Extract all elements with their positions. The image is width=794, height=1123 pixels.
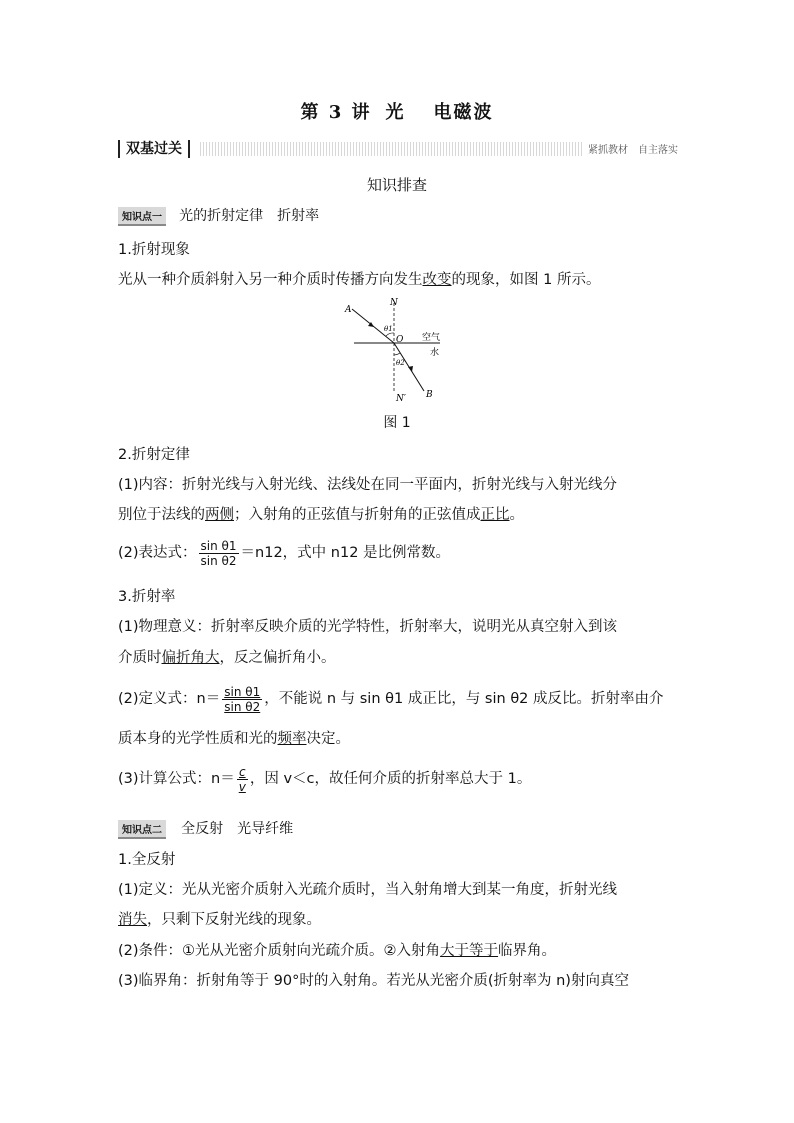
s3-l3-a: (2)定义式：n＝ (118, 691, 221, 707)
section-banner (118, 140, 678, 158)
s2-l2-c: 。 (509, 507, 524, 523)
banner-right-text: 紧抓教材 自主落实 (584, 141, 678, 156)
kp2-title: 全反射 光导纤维 (181, 821, 294, 837)
s3-frac2-den: v (238, 779, 246, 794)
label-B: B (426, 390, 433, 400)
knowledge-point-2-header (118, 818, 293, 839)
kp1-title: 光的折射定律 折射率 (179, 208, 320, 224)
s1-underline: 改变 (422, 272, 452, 288)
theta1-arc (386, 333, 394, 336)
s3-l4-a: 质本身的光学性质和光的 (118, 731, 278, 747)
s4-underline-2: 大于等于 (440, 943, 499, 959)
s3-fraction (222, 685, 262, 714)
s4-heading: 1.全反射 (118, 852, 176, 868)
s3-line2 (118, 643, 678, 673)
s3-underline-1: 偏折角大 (161, 650, 220, 666)
title-main: 第 3 讲 (300, 102, 372, 123)
title-part2: 电磁波 (433, 102, 494, 123)
label-air: 空气 (422, 333, 441, 343)
s3-heading: 3.折射率 (118, 589, 176, 605)
label-theta2: θ2 (396, 359, 405, 367)
s3-frac2-num: c (237, 765, 248, 780)
s3-l5-a: (3)计算公式：n＝ (118, 771, 235, 787)
s4-l3-b: 临界角。 (498, 943, 557, 959)
theta2-arc (394, 353, 400, 355)
s4-line3 (118, 936, 678, 966)
s3-fraction-2 (237, 765, 248, 794)
s2-frac-num: sin θ1 (200, 538, 237, 553)
kp1-tag: 知识点一 (118, 207, 166, 226)
s2-l3-a: (2)表达式： (118, 545, 197, 561)
s4-line1: (1)定义：光从光密介质射入光疏介质时，当入射角增大到某一角度，折射光线 (118, 882, 618, 898)
refracted-arrow (408, 366, 413, 372)
s4-underline-1: 消失 (118, 912, 147, 928)
s3-underline-2: 频率 (277, 731, 307, 747)
s3-l4-b: 决定。 (306, 731, 350, 747)
label-water: 水 (430, 348, 440, 358)
page-title (0, 98, 794, 124)
s2-underline-2: 正比 (480, 507, 510, 523)
s3-line5 (118, 764, 678, 794)
label-theta1: θ1 (384, 325, 393, 333)
s3-l5-b: ，因 v＜c，故任何介质的折射率总大于 1。 (249, 771, 532, 787)
s2-heading: 2.折射定律 (118, 447, 190, 463)
s2-line2 (118, 500, 678, 530)
s3-frac-den: sin θ2 (224, 699, 261, 714)
s3-l3-b: ，不能说 n 与 sin θ1 成正比，与 sin θ2 成反比。折射率由介 (264, 691, 664, 707)
s1-text-a: 光从一种介质斜射入另一种介质时传播方向发生 (118, 272, 423, 288)
refraction-figure (340, 297, 460, 405)
kp2-tag: 知识点二 (118, 820, 166, 839)
s2-l3-b: ＝n12，式中 n12 是比例常数。 (240, 545, 451, 561)
subtitle: 知识排查 (366, 176, 427, 194)
s2-underline-1: 两侧 (205, 507, 234, 523)
label-A: A (345, 305, 352, 315)
s2-l2-a: 别位于法线的 (118, 507, 205, 523)
label-N: N (390, 298, 398, 308)
s2-line3 (118, 538, 678, 568)
s3-line3 (118, 684, 678, 714)
s2-fraction (199, 539, 239, 568)
s4-l2-b: ，只剩下反射光线的现象。 (147, 912, 321, 928)
title-part1: 光 (385, 102, 406, 123)
s2-frac-den: sin θ2 (200, 553, 237, 568)
s1-text-b: 的现象，如图 1 所示。 (451, 272, 601, 288)
s4-line4: (3)临界角：折射角等于 90°时的入射角。若光从光密介质(折射率为 n)射向真空 (118, 973, 629, 989)
s2-l2-b: ；入射角的正弦值与折射角的正弦值成 (234, 507, 481, 523)
s3-line4 (118, 724, 678, 754)
figure-caption: 图 1 (383, 415, 411, 431)
s3-frac-num: sin θ1 (224, 684, 261, 699)
knowledge-point-1-header (118, 205, 319, 226)
banner-label: 双基过关 (118, 140, 190, 158)
s4-line2 (118, 905, 678, 935)
s1-heading: 1.折射现象 (118, 242, 190, 258)
s3-line1: (1)物理意义：折射率反映介质的光学特性，折射率大，说明光从真空射入到该 (118, 619, 618, 635)
s1-text (118, 265, 678, 295)
s4-l3-a: (2)条件：①光从光密介质射向光疏介质。②入射角 (118, 943, 441, 959)
s3-l2-b: ，反之偏折角小。 (219, 650, 336, 666)
s2-line1: (1)内容：折射光线与入射光线、法线处在同一平面内，折射光线与入射光线分 (118, 477, 618, 493)
label-Nprime: N′ (396, 394, 406, 404)
s3-l2-a: 介质时 (118, 650, 162, 666)
label-O: O (396, 335, 404, 345)
